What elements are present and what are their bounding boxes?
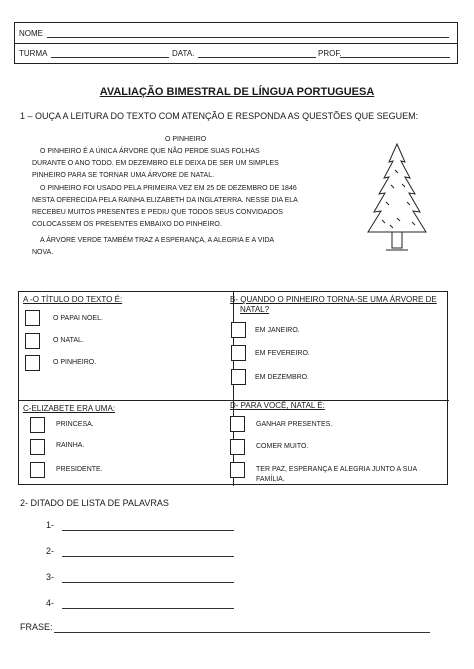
question-b-label-line2: NATAL? [240,305,270,314]
question-1-instruction: 1 – OUÇA A LEITURA DO TEXTO COM ATENÇÃO E RESPONDA AS QUESTÕES QUE SEGUEM: [20,111,419,121]
option-d-3-line1: TER PAZ, ESPERANÇA E ALEGRIA JUNTO A SUA [256,466,418,473]
dictation-answer-line[interactable] [62,582,234,583]
text-line: A ÁRVORE VERDE TAMBÉM TRAZ A ESPERANÇA, A ALEGRIA E A VIDA [40,237,275,244]
turma-field[interactable] [51,57,169,58]
option-a-3: O PINHEIRO. [53,359,97,366]
dictation-number: 4- [46,598,55,608]
text-line: COLOCASSEM OS PRESENTES EMBAIXO DO PINHEIRO. [32,221,222,228]
option-b-1: EM JANEIRO. [255,327,300,334]
data-label: DATA. [172,49,195,58]
checkbox-d-2[interactable] [230,439,245,455]
checkbox-c-3[interactable] [30,462,45,478]
text-line: O PINHEIRO É A ÚNICA ÁRVORE QUE NÃO PERDE SUAS FOLHAS [40,148,260,155]
option-b-2: EM FEVEREIRO. [255,350,310,357]
checkbox-a-2[interactable] [25,333,40,349]
header-divider [15,43,457,44]
text-title: O PINHEIRO [165,136,207,143]
option-c-2: RAINHA. [56,442,85,449]
dictation-number: 1- [46,520,55,530]
checkbox-d-3[interactable] [230,462,245,478]
page-title: AVALIAÇÃO BIMESTRAL DE LÍNGUA PORTUGUESA [99,86,375,98]
text-line: NOVA. [32,249,54,256]
prof-field[interactable] [340,57,450,58]
question-d-label: D- PARA VOCÊ, NATAL É: [230,401,325,410]
checkbox-d-1[interactable] [230,416,245,432]
dictation-answer-line[interactable] [62,556,234,557]
nome-label: NOME [19,29,43,38]
text-line: RECEBEU MUITOS PRESENTES E PEDIU QUE TODOS SEUS CONVIDADOS [32,209,283,216]
dictation-number: 3- [46,572,55,582]
checkbox-c-2[interactable] [30,439,45,455]
text-line: PINHEIRO PARA SE TORNAR UMA ÁRVORE DE NATAL. [32,172,215,179]
checkbox-a-1[interactable] [25,310,40,326]
nome-field[interactable] [47,37,449,38]
question-a-label: A -O TÍTULO DO TEXTO É: [23,295,123,304]
text-line: DURANTE O ANO TODO. EM DEZEMBRO ELE DEIXA DE SER UM SIMPLES [32,160,279,167]
dictation-answer-line[interactable] [62,530,234,531]
question-b-label-line1: B- QUANDO O PINHEIRO TORNA-SE UMA ÁRVORE DE [230,295,437,304]
option-d-1: GANHAR PRESENTES. [256,421,333,428]
frase-answer-line[interactable] [54,632,430,633]
frase-label: FRASE: [20,622,53,632]
question-c-label: C-ELIZABETE ERA UMA: [23,404,116,413]
dictation-answer-line[interactable] [62,608,234,609]
option-d-2: COMER MUITO. [256,443,309,450]
dictation-number: 2- [46,546,55,556]
student-info-box [14,22,458,64]
checkbox-b-2[interactable] [231,345,246,361]
prof-label: PROF. [318,49,342,58]
turma-label: TURMA [19,49,48,58]
checkbox-a-3[interactable] [25,355,40,371]
text-line: NESTA OFERECIDA PELA RAINHA ELIZABETH DA INGLATERRA. NESSE DIA ELA [32,197,298,204]
checkbox-c-1[interactable] [30,417,45,433]
questions-grid [18,291,448,485]
dictation-title: 2- DITADO DE LISTA DE PALAVRAS [20,498,169,508]
data-field[interactable] [198,57,316,58]
checkbox-b-1[interactable] [231,322,246,338]
text-line: O PINHEIRO FOI USADO PELA PRIMEIRA VEZ EM 25 DE DEZEMBRO DE 1846 [40,185,297,192]
checkbox-b-3[interactable] [231,369,246,385]
option-a-1: O PAPAI NOEL. [53,315,103,322]
option-b-3: EM DEZEMBRO. [255,374,310,381]
option-a-2: O NATAL. [53,337,84,344]
pine-tree-icon [362,140,432,260]
option-c-3: PRESIDENTE. [56,466,103,473]
option-d-3-line2: FAMÍLIA. [256,476,285,483]
option-c-1: PRINCESA. [56,421,94,428]
